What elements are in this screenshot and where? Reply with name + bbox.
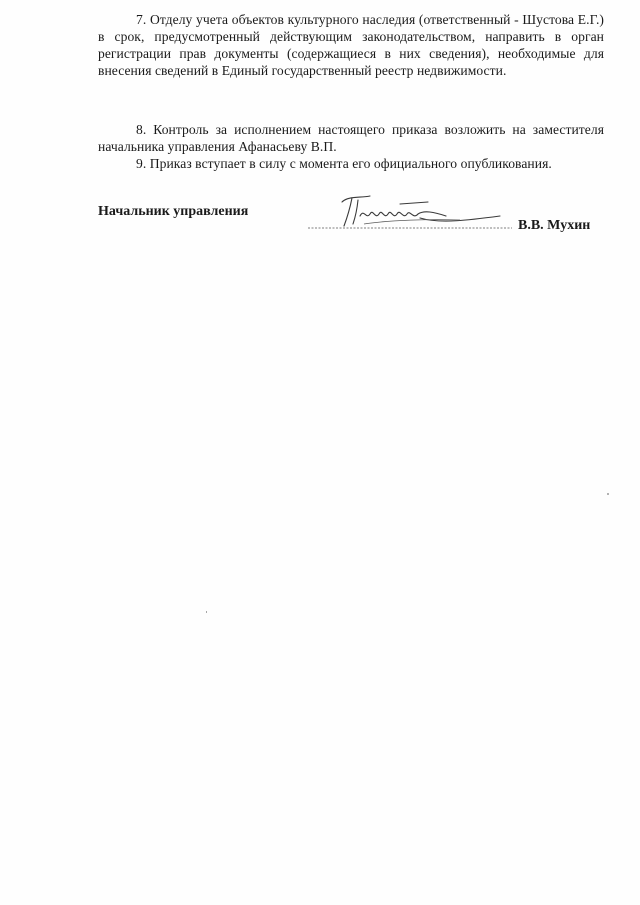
handwritten-signature <box>300 190 520 240</box>
signatory-name: В.В. Мухин <box>518 218 591 233</box>
paragraph-9: 9. Приказ вступает в силу с момента его официального опубликования. <box>136 156 552 171</box>
paragraph-8: 8. Контроль за исполнением настоящего приказа возложить на заместителя начальника управления Афанасьеву В.П. <box>98 122 604 154</box>
scan-speck <box>607 493 609 495</box>
signatory-title: Начальник управления <box>98 204 249 219</box>
paragraph-7: 7. Отделу учета объектов культурного наследия (ответственный - Шустова Е.Г.) в срок, предусмотренный действующим законодательством, направить в орган регистрации прав документы (содержащиеся в них сведения), необходимые для внесения сведений в Единый государственный реестр недвижимости. <box>98 12 604 78</box>
scan-speck <box>206 611 207 613</box>
